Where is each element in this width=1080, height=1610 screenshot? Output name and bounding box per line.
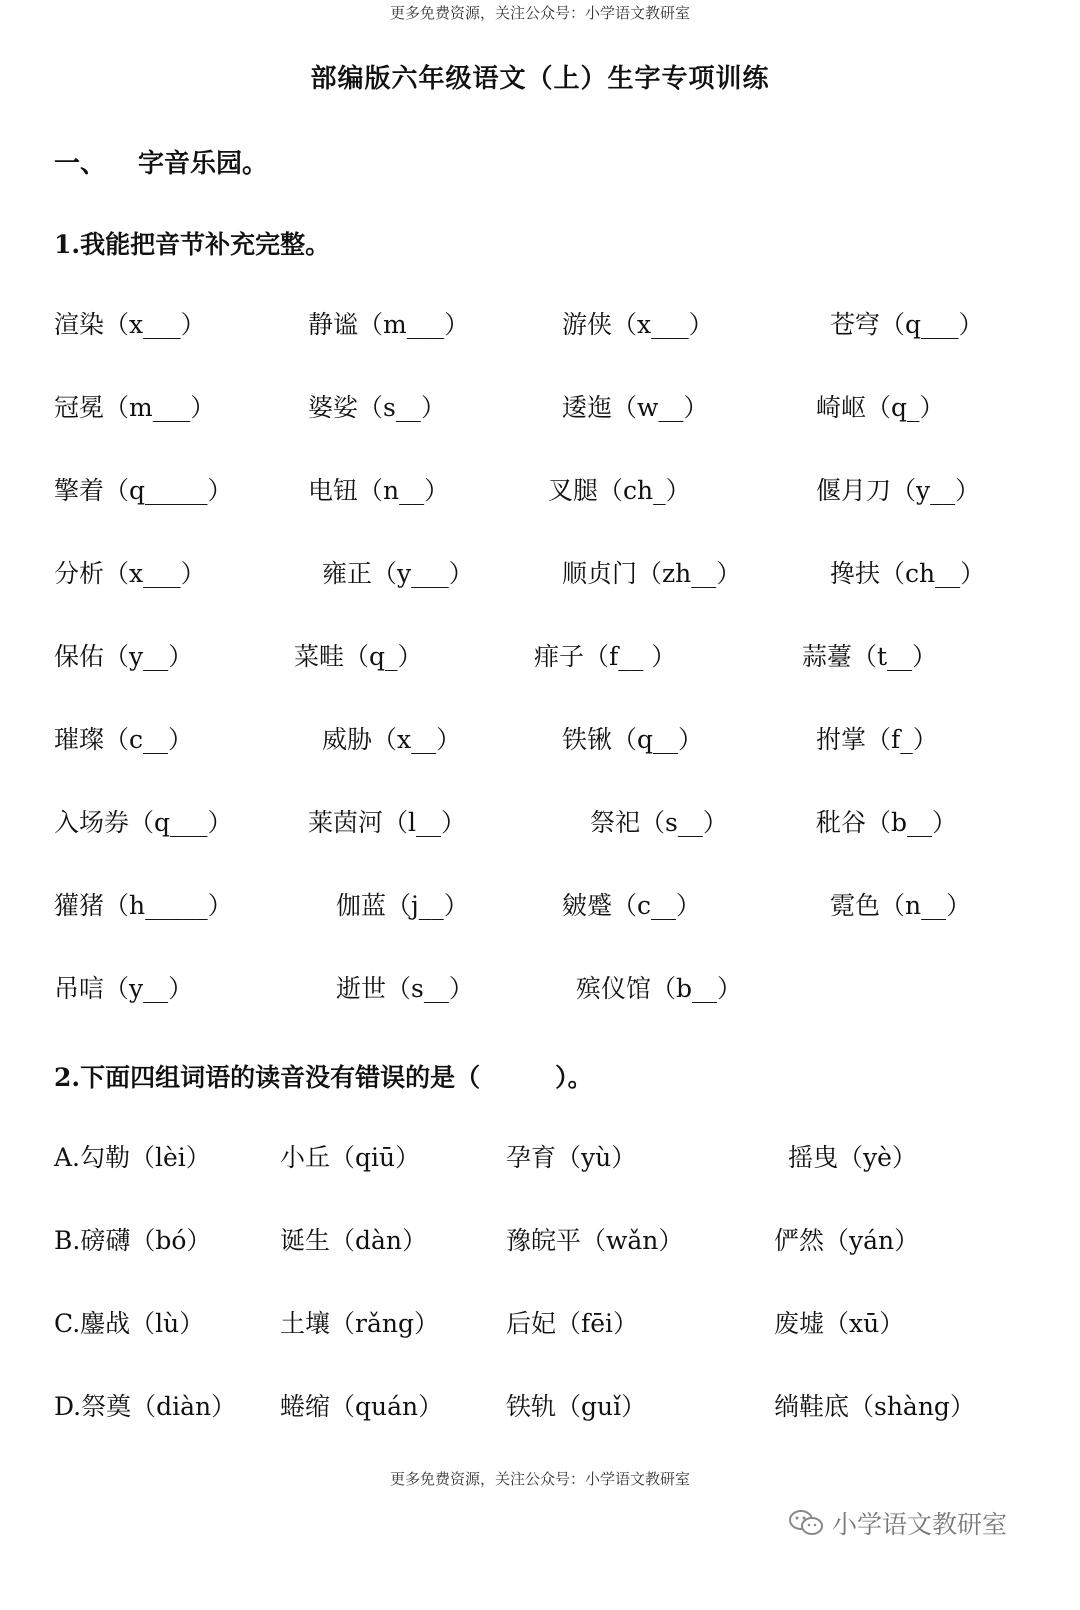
word-blank-item: 崎岖（q_） [816,393,945,422]
word-blank-item: 雍正（y___） [322,559,474,588]
choice-word: 小丘（qiū） [280,1143,421,1172]
choice-row [54,1221,1054,1261]
word-blank-item: 静谧（m___） [308,310,470,339]
page-title: 部编版六年级语文（上）生字专项训练 [310,64,770,94]
choice-word: 废墟（xū） [774,1309,905,1338]
wechat-icon [788,1509,824,1537]
exercise-row [54,720,1054,760]
choice-word: 豫皖平（wǎn） [506,1226,684,1255]
word-blank-item: 威胁（x__） [322,725,462,754]
word-blank-item: 霓色（n__） [830,891,972,920]
word-blank-item: 祭祀（s__） [590,808,728,837]
choice-word: 孕育（yù） [506,1143,637,1172]
question-2-title: 2.下面四组词语的读音没有错误的是（ ）。 [54,1063,593,1092]
section-label: 字音乐园。 [138,149,269,179]
word-blank-item: 痱子（f__ ） [534,642,677,671]
choice-word: A.勾勒（lèi） [54,1143,211,1172]
word-blank-item: 菜畦（q_） [294,642,423,671]
word-blank-item: 逝世（s__） [336,974,474,1003]
choice-word: 后妃（fēi） [506,1309,639,1338]
choice-word: 绱鞋底（shàng） [774,1392,975,1421]
word-blank-item: 殡仪馆（b__） [576,974,743,1003]
word-blank-item: 秕谷（b__） [816,808,958,837]
word-blank-item: 莱茵河（l__） [308,808,466,837]
word-blank-item: 伽蓝（j__） [336,891,469,920]
exercise-row [54,388,1054,428]
choice-word: B.磅礴（bó） [54,1226,212,1255]
choice-word: 诞生（dàn） [280,1226,428,1255]
section-heading [54,143,268,180]
word-blank-item: 吊唁（y__） [54,974,194,1003]
choice-word: 摇曳（yè） [788,1143,917,1172]
word-blank-item: 入场券（q___） [54,808,233,837]
word-blank-item: 擎着（q_____） [54,476,233,505]
exercise-row [54,969,1054,1009]
exercise-row [54,305,1054,345]
exercise-row [54,554,1054,594]
word-blank-item: 獾猪（h_____） [54,891,233,920]
word-blank-item: 分析（x___） [54,559,206,588]
word-blank-item: 搀扶（ch__） [830,559,986,588]
choice-word: C.鏖战（lù） [54,1309,205,1338]
exercise-row [54,886,1054,926]
choice-word: 蜷缩（quán） [280,1392,444,1421]
watermark-label: 小学语文教研室 [832,1510,1008,1539]
word-blank-item: 游侠（x___） [562,310,714,339]
word-blank-item: 皴蹙（c__） [562,891,702,920]
word-blank-item: 叉腿（ch_） [548,476,691,505]
exercise-row [54,803,1054,843]
exercise-row [54,471,1054,511]
word-blank-item: 渲染（x___） [54,310,206,339]
word-blank-item: 电钮（n__） [308,476,450,505]
word-blank-item: 拊掌（f_） [816,725,938,754]
word-blank-item: 蒜薹（t__） [802,642,938,671]
word-blank-item: 顺贞门（zh__） [562,559,742,588]
word-blank-item: 苍穹（q___） [830,310,984,339]
word-blank-item: 婆娑（s__） [308,393,446,422]
exercise-row [54,637,1054,677]
footer-note: 更多免费资源，关注公众号：小学语文教研室 [389,1470,690,1488]
choice-word: 俨然（yán） [774,1226,920,1255]
word-blank-item: 冠冕（m___） [54,393,216,422]
choice-row [54,1387,1054,1427]
word-blank-item: 璀璨（c__） [54,725,194,754]
choice-row [54,1304,1054,1344]
choice-word: D.祭奠（diàn） [54,1392,237,1421]
choice-word: 铁轨（guǐ） [506,1392,647,1421]
question-1-title: 1.我能把音节补充完整。 [54,230,331,259]
header-note: 更多免费资源，关注公众号：小学语文教研室 [389,4,690,22]
word-blank-item: 逶迤（w__） [562,393,709,422]
watermark [788,1505,1007,1541]
word-blank-item: 偃月刀（y__） [816,476,981,505]
choice-row [54,1138,1054,1178]
word-blank-item: 保佑（y__） [54,642,194,671]
section-number: 一、 [54,149,107,179]
word-blank-item: 铁锹（q__） [562,725,704,754]
choice-word: 土壤（rǎng） [280,1309,439,1338]
